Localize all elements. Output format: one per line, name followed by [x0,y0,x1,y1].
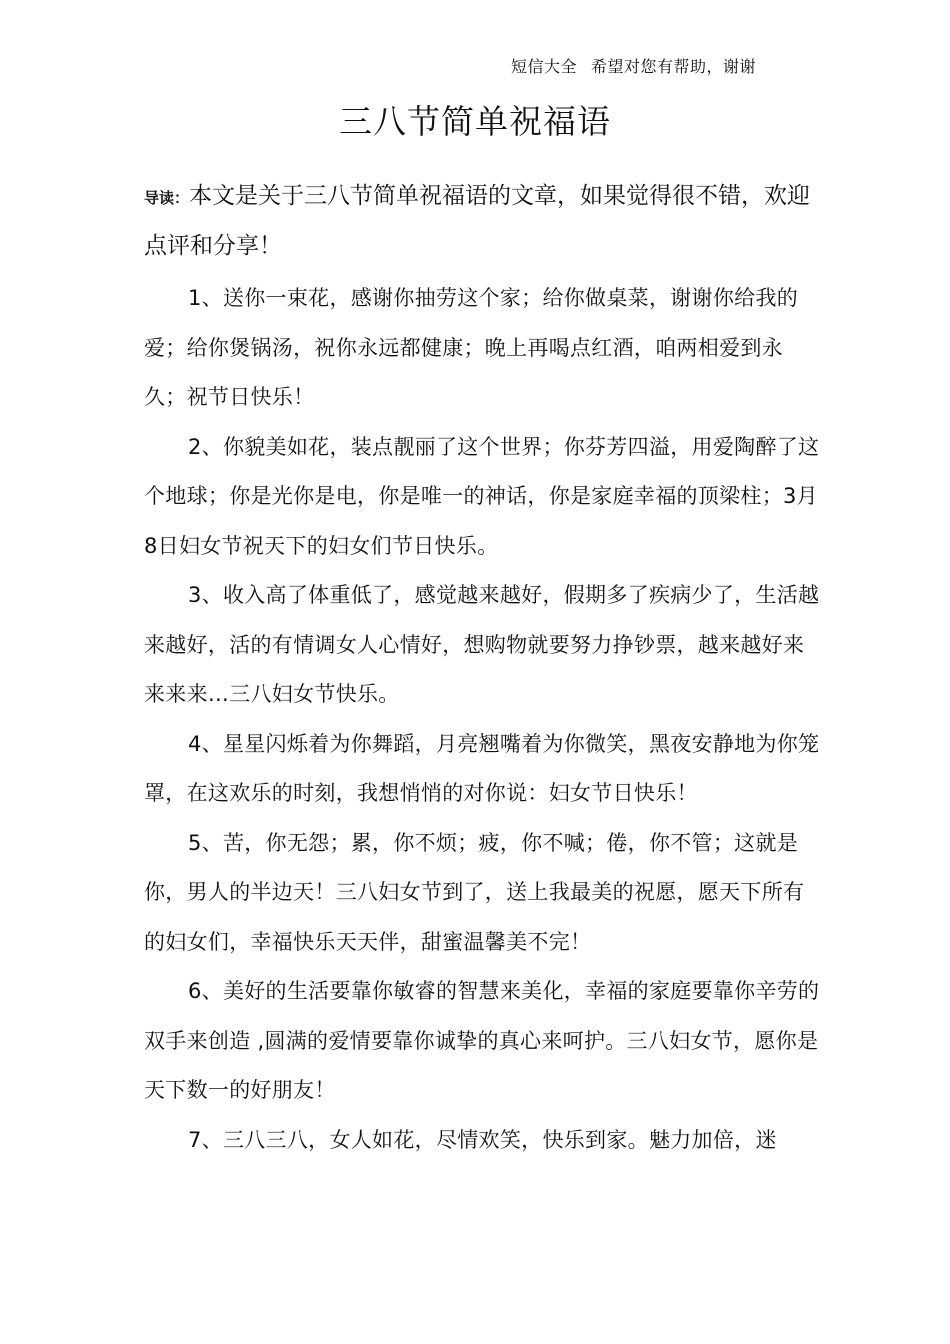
wish-paragraph-6: 6、美好的生活要靠你敏睿的智慧来美化，幸福的家庭要靠你辛劳的双手来创造 ,圆满的爱情要靠你诚挚的真心来呵护。三八妇女节，愿你是天下数一的好朋友！ [144,979,820,1102]
document-body [144,172,822,1165]
wish-paragraph-4: 4、星星闪烁着为你舞蹈，月亮翘嘴着为你微笑，黑夜安静地为你笼罩，在这欢乐的时刻，我想悄悄的对你说：妇女节日快乐！ [144,731,820,805]
header-source: 短信大全 [510,57,577,76]
wish-paragraph-7: 7、三八三八，女人如花，尽情欢笑，快乐到家。魅力加倍，迷 [188,1127,777,1152]
intro-text: 本文是关于三八节简单祝福语的文章，如果觉得很不错，欢迎点评和分享！ [144,183,811,259]
header-note [511,54,756,77]
wish-paragraph-2: 2、你貌美如花，装点靓丽了这个世界；你芬芳四溢，用爱陶醉了这个地球；你是光你是电，你是唯一的神话，你是家庭幸福的顶梁柱；3月8日妇女节祝天下的妇女们节日快乐。 [144,434,820,558]
header-thanks: 希望对您有帮助，谢谢 [590,57,756,76]
wish-paragraph-1: 1、送你一束花，感谢你抽劳这个家；给你做桌菜，谢谢你给我的爱；给你煲锅汤，祝你永远都健康；晚上再喝点红酒，咱两相爱到永久；祝节日快乐！ [144,286,799,409]
wish-paragraph-3: 3、收入高了体重低了，感觉越来越好，假期多了疾病少了，生活越来越好，活的有情调女人心情好，想购物就要努力挣钞票，越来越好来来来来…三八妇女节快乐。 [144,583,820,706]
document-title: 三八节简单祝福语 [339,102,611,141]
intro-paragraph [144,172,822,270]
wish-paragraph-5: 5、苦，你无怨；累，你不烦；疲，你不喊；倦，你不管；这就是你，男人的半边天！三八妇女节到了，送上我最美的祝愿，愿天下所有的妇女们，幸福快乐天天伴，甜蜜温馨美不完！ [144,830,805,954]
intro-label: 导读： [144,189,190,207]
